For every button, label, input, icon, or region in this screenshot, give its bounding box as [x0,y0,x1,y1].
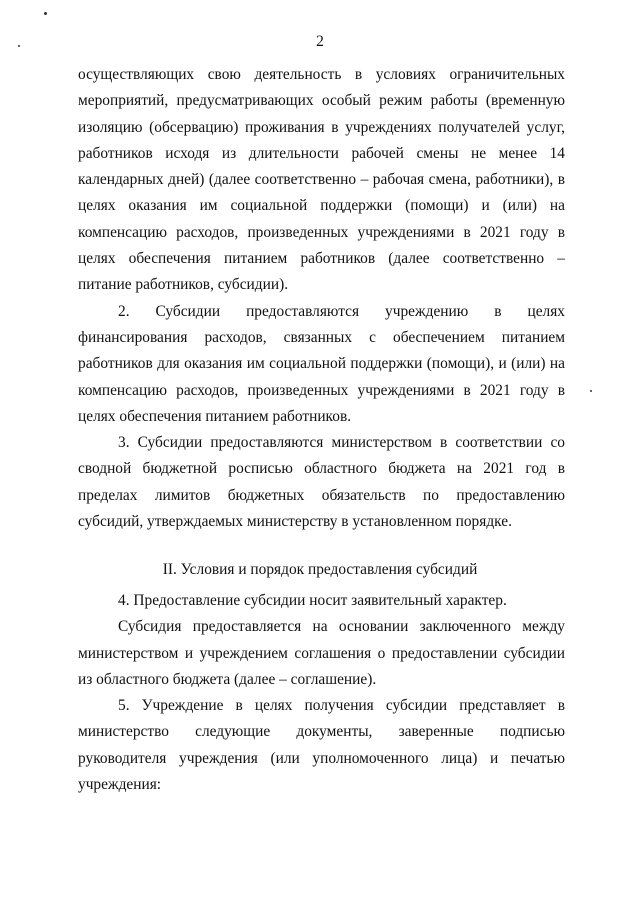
paragraph-3: 3. Субсидии предоставляются министерством в соответствии со сводной бюджетной росписью областного бюджета на 2021 год в пределах лимитов бюджетных обязательств по предоставлению субсидий, утверждаемых министерству в установленном порядке. [78,434,565,531]
body-text-bottom [78,588,565,798]
scan-speck [44,12,47,15]
paragraph-continuation: осуществляющих свою деятельность в условиях ограничительных мероприятий, предусматривающих особый режим работы (временную изоляцию (обсервацию) проживания в учреждениях получателей услуг, работников исходя из длительности рабочей смены не менее 14 календарных дней) (далее соответственно – рабочая смена, работники), в целях оказания им социальной поддержки (помощи) и (или) на компенсацию расходов, произведенных учреждениями в 2021 году в целях обеспечения питанием работников (далее соответственно – питание работников, субсидии). [78,66,565,294]
paragraph-2: 2. Субсидии предоставляются учреждению в целях финансирования расходов, связанных с обеспечением питанием работников для оказания им социальной поддержки (помощи), и (или) на компенсацию расходов, произведенных учреждениями в 2021 году в целях обеспечения питанием работников. [78,302,565,425]
scan-speck [590,390,592,392]
section-heading: II. Условия и порядок предоставления субсидий [162,561,478,578]
paragraph-4: 4. Предоставление субсидии носит заявительный характер. [118,592,507,609]
paragraph-4-continued: Субсидия предоставляется на основании заключенного между министерством и учреждением соглашения о предоставлении субсидии из областного бюджета (далее – соглашение). [78,618,565,688]
paragraph-5: 5. Учреждение в целях получения субсидии представляет в министерство следующие документы, заверенные подписью руководителя учреждения (или уполномоченного лица) и печатью учреждения: [78,697,565,794]
body-text-top [78,62,565,535]
page-number: 2 [316,33,324,50]
